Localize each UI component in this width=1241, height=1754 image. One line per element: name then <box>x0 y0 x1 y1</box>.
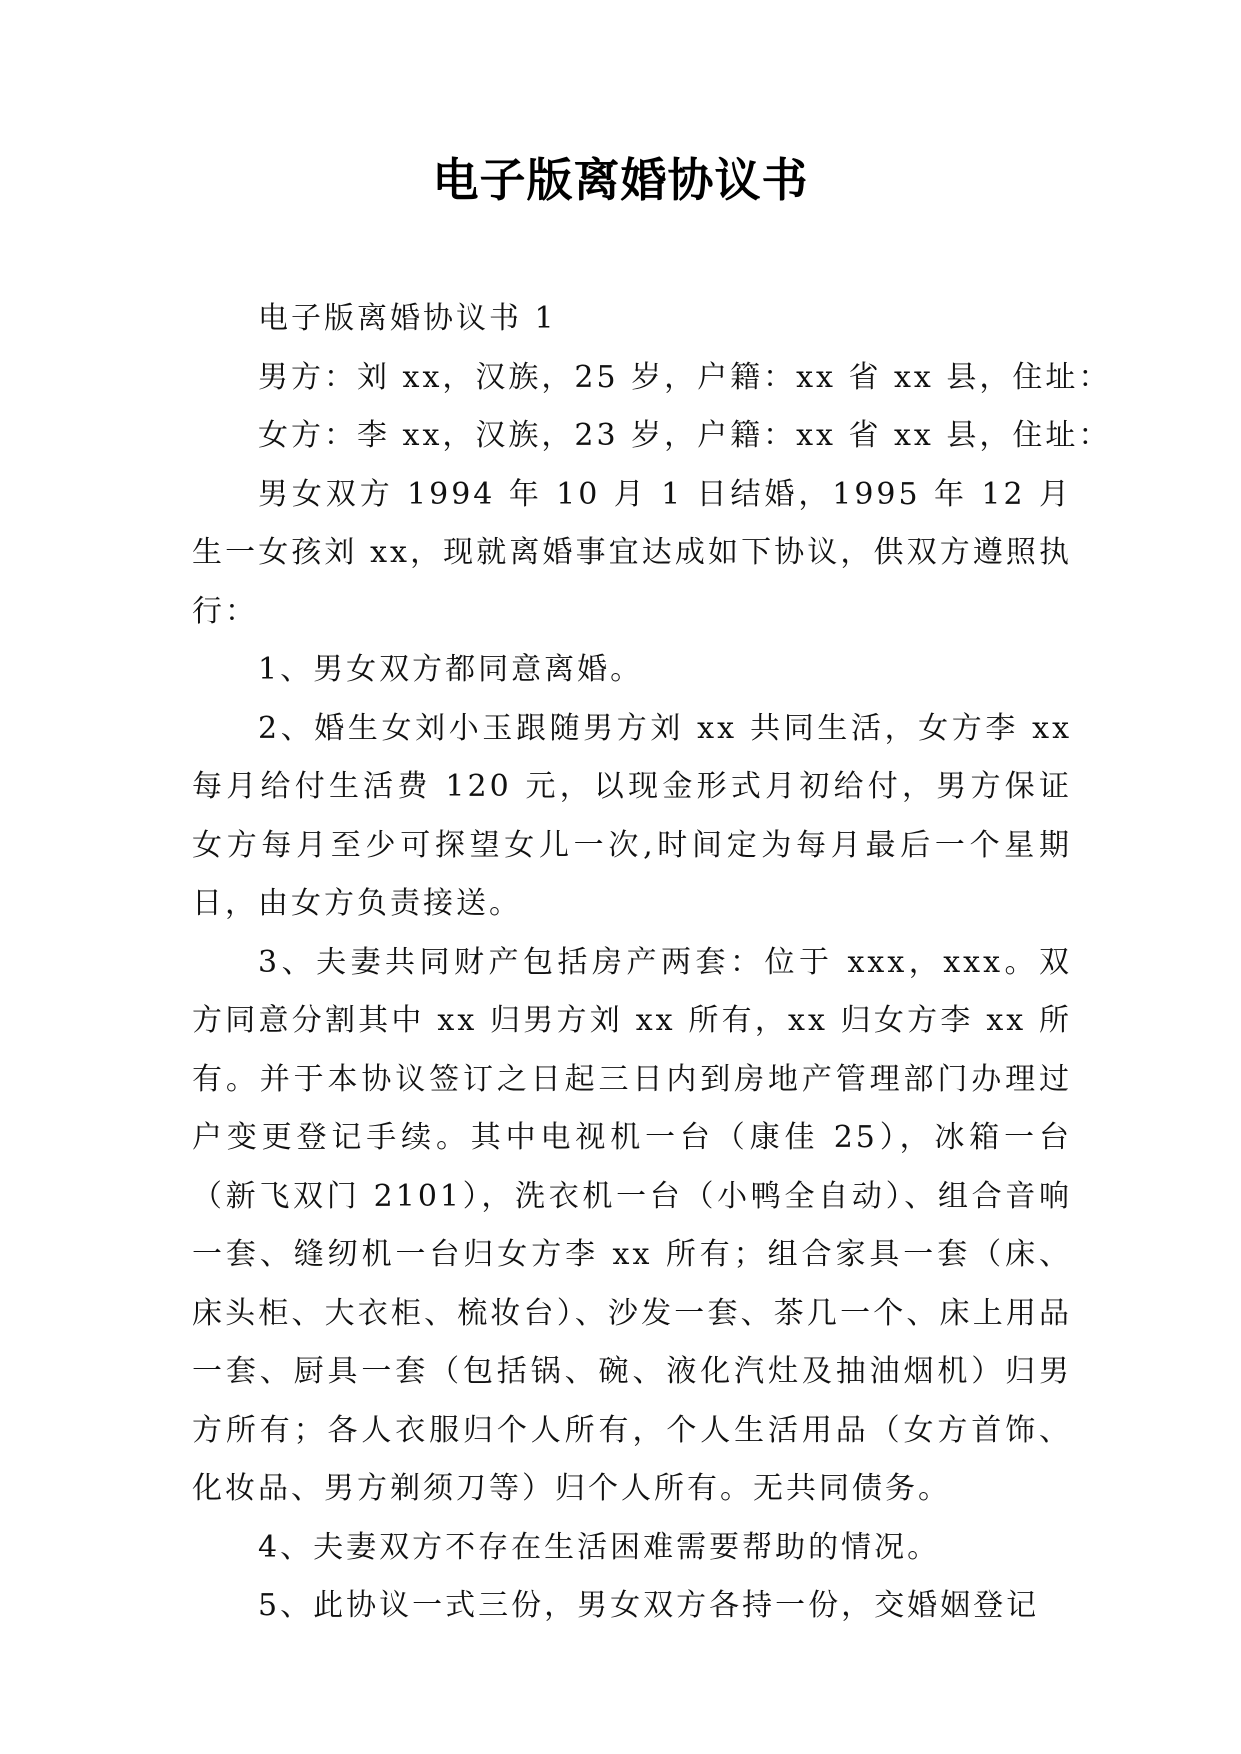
clause-3: 3、夫妻共同财产包括房产两套：位于 xxx，xxx。双方同意分割其中 xx 归男方刘 xx 所有，xx 归女方李 xx 所有。并于本协议签订之日起三日内到房地产管理部门办理过户变更登记手续。其中电视机一台（康佳 25），冰箱一台（新飞双门 2101），洗衣机一台（小鸭全自动）、组合音响一套、缝纫机一台归女方李 xx 所有；组合家具一套（床、床头柜、大衣柜、梳妆台）、沙发一套、茶几一个、床上用品一套、厨具一套（包括锅、碗、液化汽灶及抽油烟机）归男方所有；各人衣服归个人所有，个人生活用品（女方首饰、化妆品、男方剃须刀等）归个人所有。无共同债务。 <box>192 944 1072 1506</box>
document-title: 电子版离婚协议书 <box>432 153 809 207</box>
clause-5: 5、此协议一式三份，男女双方各持一份，交婚姻登记 <box>258 1588 1040 1623</box>
male-party-line: 男方：刘 xx，汉族，25 岁，户籍：xx 省 xx 县，住址： <box>258 359 1112 395</box>
clause-1: 1、男女双方都同意离婚。 <box>258 652 644 687</box>
intro-paragraph: 男女双方 1994 年 10 月 1 日结婚，1995 年 12 月生一女孩刘 xx，现就离婚事宜达成如下协议，供双方遵照执行： <box>192 476 1072 629</box>
document-body <box>192 290 1112 1636</box>
clause-4: 4、夫妻双方不存在生活困难需要帮助的情况。 <box>258 1529 941 1565</box>
section-heading: 电子版离婚协议书 1 <box>258 301 557 336</box>
clause-2: 2、婚生女刘小玉跟随男方刘 xx 共同生活，女方李 xx 每月给付生活费 120 元，以现金形式月初给付，男方保证女方每月至少可探望女儿一次,时间定为每月最后一个星期日，由女方负责接送。 <box>192 710 1072 921</box>
female-party-line: 女方：李 xx，汉族，23 岁，户籍：xx 省 xx 县，住址： <box>258 418 1112 453</box>
